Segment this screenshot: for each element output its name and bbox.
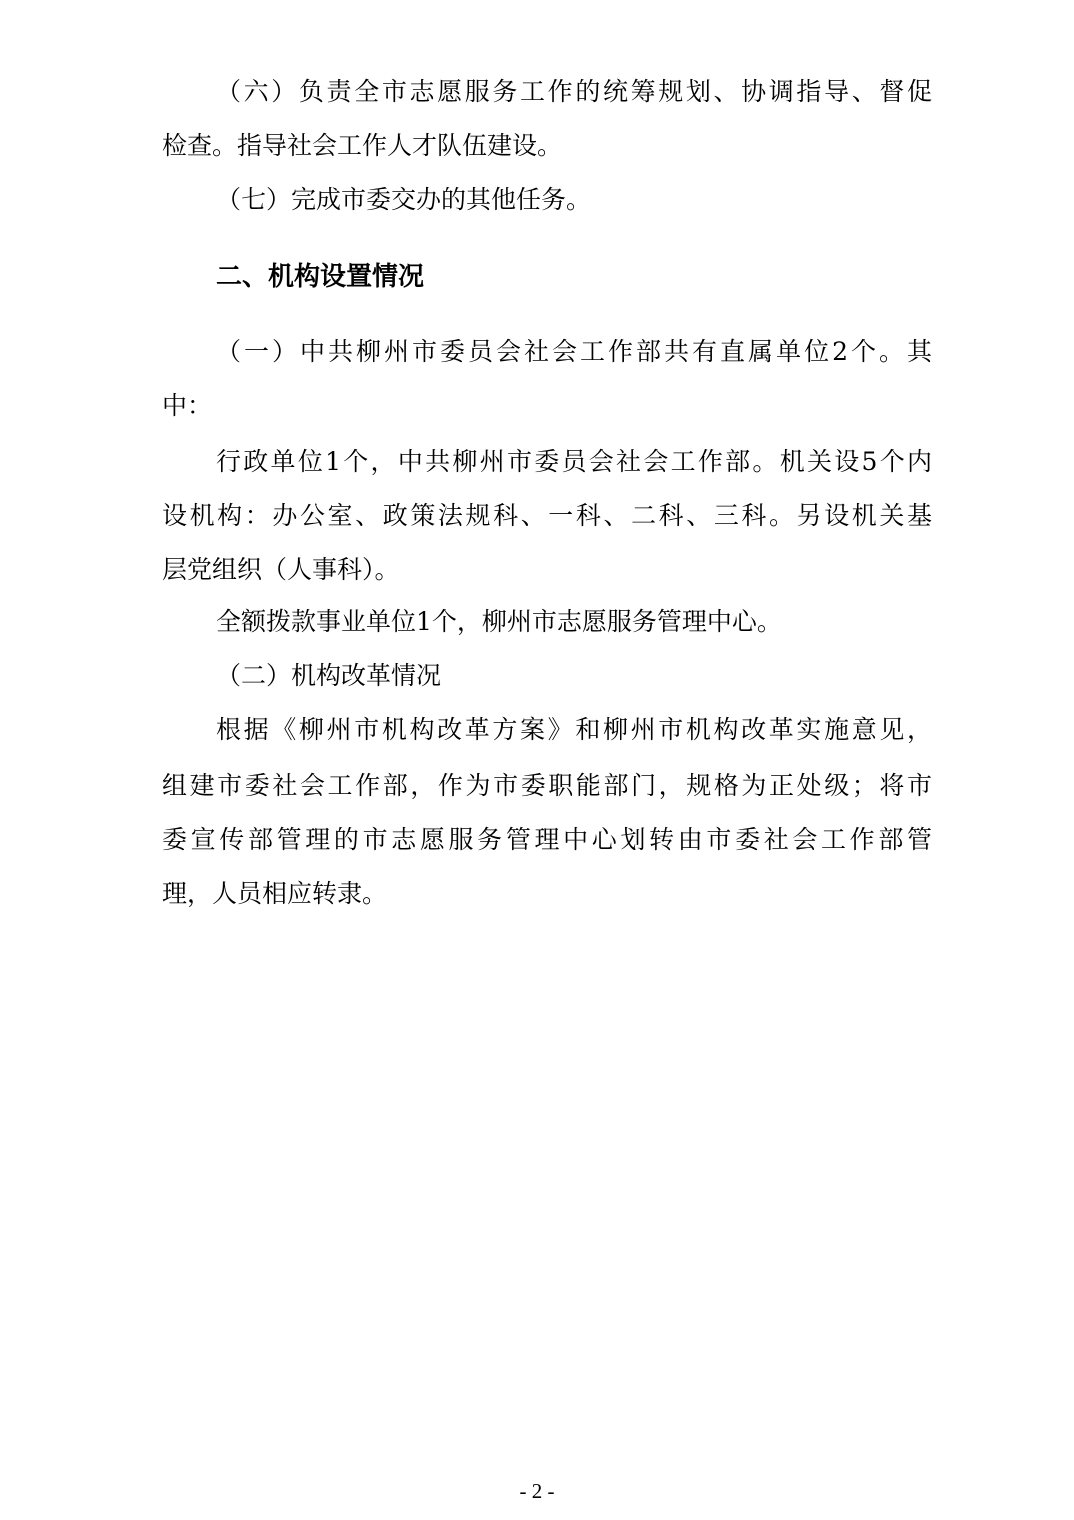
paragraph-7: （七）完成市委交办的其他任务。 — [216, 185, 592, 214]
section-2-heading: 二、机构设置情况 — [216, 262, 425, 292]
section-2-paragraph-4: （二）机构改革情况 — [216, 661, 442, 690]
paragraph-6-line-1: （六）负责全市志愿服务工作的统筹规划、协调指导、督促 — [216, 77, 932, 106]
section-2-paragraph-2-line-2: 设机构：办公室、政策法规科、一科、二科、三科。另设机关基 — [162, 501, 932, 530]
section-2-paragraph-3: 全额拨款事业单位1个，柳州市志愿服务管理中心。 — [216, 607, 782, 636]
page-number: - 2 - — [519, 1479, 555, 1503]
section-2-paragraph-5-line-1: 根据《柳州市机构改革方案》和柳州市机构改革实施意见， — [216, 715, 932, 744]
paragraph-6-line-2: 检查。指导社会工作人才队伍建设。 — [162, 131, 563, 160]
section-2-paragraph-2-line-1: 行政单位1个，中共柳州市委员会社会工作部。机关设5个内 — [216, 447, 932, 476]
section-2-paragraph-2-line-3: 层党组织（人事科）。 — [162, 555, 400, 584]
section-2-paragraph-1-line-1: （一）中共柳州市委员会社会工作部共有直属单位2个。其 — [216, 337, 932, 366]
section-2-paragraph-5-line-3: 委宣传部管理的市志愿服务管理中心划转由市委社会工作部管 — [162, 825, 932, 854]
section-2-paragraph-5-line-4: 理，人员相应转隶。 — [162, 879, 388, 908]
section-2-paragraph-5-line-2: 组建市委社会工作部，作为市委职能部门，规格为正处级；将市 — [162, 771, 932, 800]
section-2-paragraph-1-line-2: 中： — [162, 391, 213, 420]
